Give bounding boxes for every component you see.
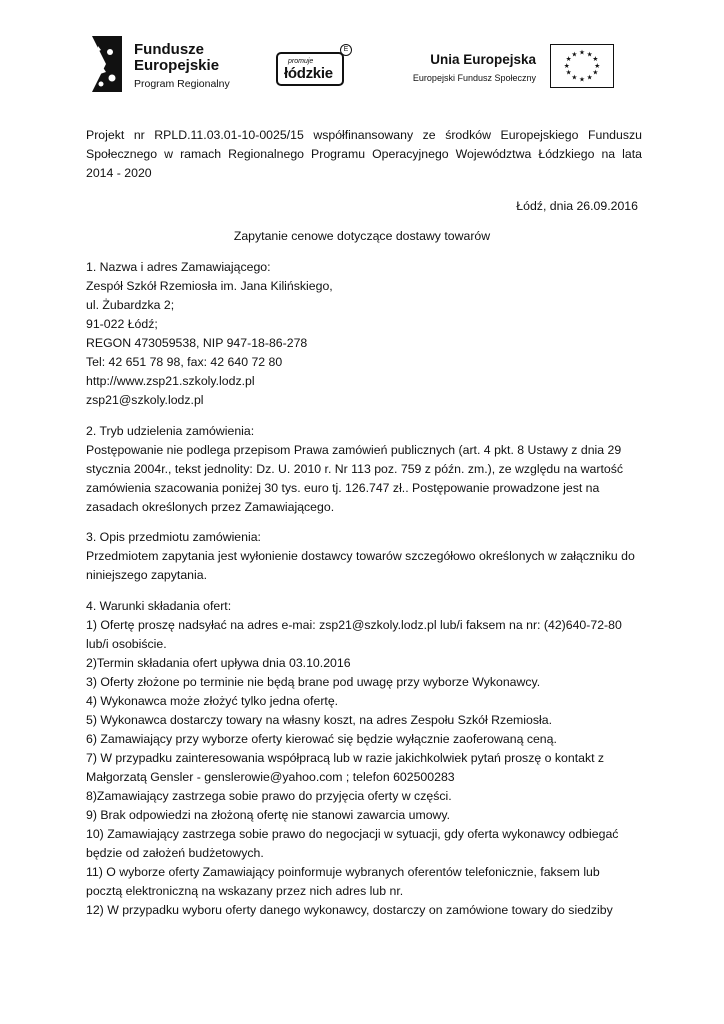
section4-line: pocztą elektroniczną na wskazany przez nich adres lub nr. (86, 884, 404, 898)
svg-text:★: ★ (565, 55, 572, 64)
section4-line: 9) Brak odpowiedzi na złożoną ofertę nie stanowi zawarcia umowy. (86, 808, 451, 822)
svg-text:★: ★ (586, 73, 593, 82)
section4-line: 7) W przypadku zainteresowania współpracą lub w razie jakichkolwiek pytań proszę o kontakt z (86, 751, 605, 765)
section4-line: 2)Termin składania ofert upływa dnia 03.10.2016 (86, 656, 351, 670)
section1-line: ul. Żubardzka 2; (86, 298, 175, 312)
svg-text:★: ★ (571, 50, 578, 59)
eu-logo-subtitle: Europejski Fundusz Społeczny (412, 73, 536, 83)
section2-heading: 2. Tryb udzielenia zamówienia: (86, 424, 255, 438)
section4-line: 4) Wykonawca może złożyć tylko jedna ofertę. (86, 694, 339, 708)
fe-logo-line2: Europejskie (134, 57, 220, 74)
section4-heading: 4. Warunki składania ofert: (86, 599, 232, 613)
section3-line: niniejszego zapytania. (86, 568, 207, 582)
section1-line: REGON 473059538, NIP 947-18-86-278 (86, 336, 308, 350)
section4-line: będzie od założeń budżetowych. (86, 846, 264, 860)
svg-text:★: ★ (586, 50, 593, 59)
section1-heading: 1. Nazwa i adres Zamawiającego: (86, 260, 271, 274)
section1-line: Zespół Szkół Rzemiosła im. Jana Kilińskiego, (86, 279, 333, 293)
svg-text:★: ★ (579, 48, 585, 57)
svg-text:★: ★ (563, 61, 570, 70)
eu-logo-text (396, 52, 536, 84)
lodzkie-logo-big-text: łódzkie (284, 65, 333, 82)
section1-website: http://www.zsp21.szkoly.lodz.pl (86, 374, 255, 388)
section4-line: 11) O wyborze oferty Zamawiający poinformuje wybranych oferentów telefonicznie, faksem lub (86, 865, 600, 879)
lodzkie-logo-small-text: promuje (288, 58, 314, 65)
project-line-3: 2014 - 2020 (86, 166, 152, 180)
svg-text:★: ★ (565, 68, 572, 77)
section1-email: zsp21@szkoly.lodz.pl (86, 393, 204, 407)
section4-line: 12) W przypadku wyboru oferty danego wykonawcy, dostarczy on zamówione towary do siedziby (86, 903, 613, 917)
section3-line: Przedmiotem zapytania jest wyłonienie dostawcy towarów szczegółowo określonych w załączniku do (86, 549, 635, 563)
project-line-2: Społecznego w ramach Regionalnego Programu Operacyjnego Województwa Łódzkiego na lata (86, 147, 642, 161)
section4-line: 10) Zamawiający zastrzega sobie prawo do negocjacji w sytuacji, gdy oferta wykonawcy odbiegać (86, 827, 619, 841)
section4-line: Małgorzatą Gensler - genslerowie@yahoo.com ; telefon 602500283 (86, 770, 455, 784)
document-title: Zapytanie cenowe dotyczące dostawy towarów (233, 229, 491, 243)
svg-text:★: ★ (592, 55, 599, 64)
section4-line: 6) Zamawiający przy wyborze oferty kierować się będzie wyłącznie zaoferowaną ceną. (86, 732, 557, 746)
fe-logo-line3: Program Regionalny (134, 78, 230, 90)
section4-line: 1) Ofertę proszę nadsyłać na adres e-mai: zsp21@szkoly.lodz.pl lub/i faksem na nr: (42)640-72-80 (86, 618, 622, 632)
section2-line: stycznia 2004r., tekst jednolity: Dz. U. 2010 r. Nr 113 poz. 759 z późn. zm.), ze względu na wartość (86, 462, 623, 476)
lodzkie-logo-badge: E (340, 44, 352, 56)
section4-line: 5) Wykonawca dostarczy towary na własny koszt, na adres Zespołu Szkół Rzemiosła. (86, 713, 552, 727)
eu-logo-title: Unia Europejska (430, 52, 536, 67)
section1-line: 91-022 Łódź; (86, 317, 158, 331)
fundusze-europejskie-logo (88, 32, 238, 94)
section2-line: Postępowanie nie podlega przepisom Prawa zamówień publicznych (art. 4 pkt. 8 Ustawy z dnia 29 (86, 443, 622, 457)
eu-flag-icon (550, 44, 614, 88)
svg-text:★: ★ (594, 61, 601, 70)
section2-line: zasadach określonych przez Zamawiającego. (86, 500, 335, 514)
section4-line: 8)Zamawiający zastrzega sobie prawo do przyjęcia oferty w części. (86, 789, 452, 803)
header-logos (88, 30, 628, 98)
section4-line: 3) Oferty złożone po terminie nie będą brane pod uwagę przy wyborze Wykonawcy. (86, 675, 541, 689)
section2-line: zamówienia szacowania poniżej 30 tys. euro tj. 126.747 zł.. Postępowanie prowadzone jest na (86, 481, 600, 495)
svg-text:★: ★ (571, 73, 578, 82)
section4-line: lub/i osobiście. (86, 637, 167, 651)
fundusze-europejskie-mark-icon (88, 36, 124, 92)
section1-line: Tel: 42 651 78 98, fax: 42 640 72 80 (86, 355, 283, 369)
promuje-lodzkie-logo (276, 44, 348, 88)
svg-text:★: ★ (579, 75, 585, 84)
date-line: Łódź, dnia 26.09.2016 (516, 199, 638, 213)
lodzkie-logo-frame (276, 52, 344, 86)
project-line-1: Projekt nr RPLD.11.03.01-10-0025/15 współfinansowany ze środków Europejskiego Funduszu (86, 128, 642, 142)
section3-heading: 3. Opis przedmiotu zamówienia: (86, 530, 261, 544)
fe-logo-line1: Fundusze (134, 41, 204, 58)
svg-text:★: ★ (592, 68, 599, 77)
